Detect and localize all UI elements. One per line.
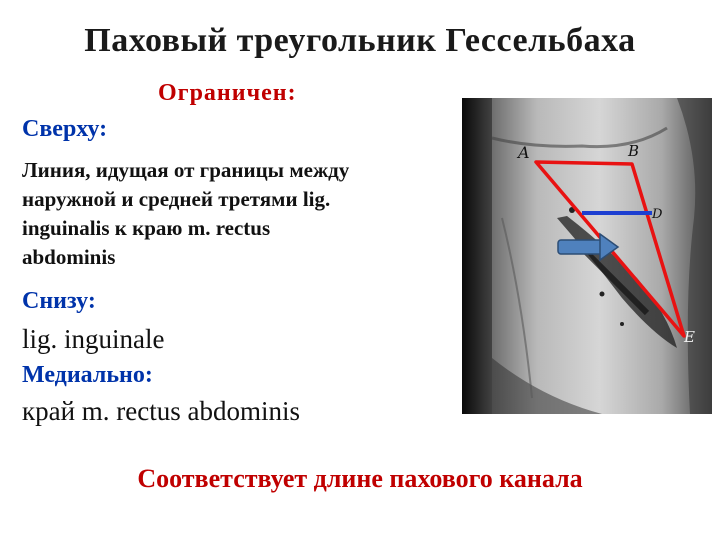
upper-description-line: abdominis (22, 245, 116, 269)
lower-border-label: Снизу: (22, 288, 96, 314)
vessel-dot (620, 322, 624, 326)
medial-border-description: край m. rectus abdominis (22, 396, 301, 426)
anatomy-figure (462, 98, 712, 414)
upper-description-line: inguinalis к краю m. rectus (22, 216, 271, 240)
medial-border-label: Медиально: (22, 362, 153, 388)
upper-border-description (22, 156, 462, 272)
upper-border-label: Сверху: (22, 116, 108, 142)
slide-title: Паховый треугольник Гессельбаха (84, 22, 636, 59)
point-label-a: A (518, 143, 530, 162)
point-label-e: E (684, 328, 695, 346)
upper-description-line: Линия, идущая от границы между (22, 158, 350, 182)
upper-description-line: наружной и средней третями lig. (22, 187, 331, 211)
vessel-dot (600, 292, 605, 297)
point-label-b: B (628, 142, 640, 160)
footer-note: Соответствует длине пахового канала (137, 464, 583, 493)
bounded-heading: Ограничен: (158, 80, 297, 106)
point-label-d: D (652, 207, 663, 222)
lower-border-description: lig. inguinale (22, 324, 165, 354)
photo-left-shadow (462, 98, 492, 414)
